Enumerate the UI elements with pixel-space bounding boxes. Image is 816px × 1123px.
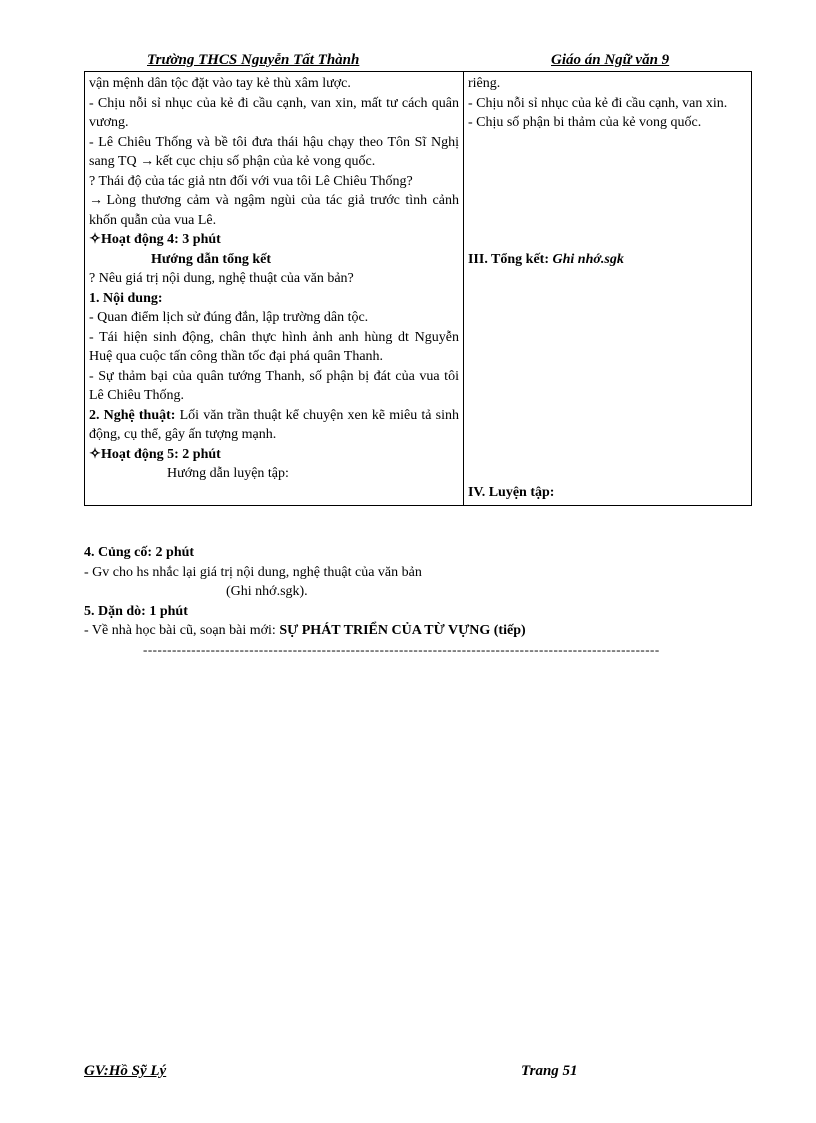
summary-heading bbox=[468, 250, 747, 270]
content-item-2: - Tái hiện sinh động, chân thực hình ảnh anh hùng dt Nguyễn Huệ qua cuộc tấn công thần tốc đại phá quân Thanh. bbox=[89, 329, 459, 364]
teacher-activity-column bbox=[85, 72, 464, 506]
activity-4-title bbox=[89, 230, 459, 250]
art-paragraph bbox=[89, 406, 459, 445]
left-answer-attitude bbox=[89, 191, 459, 230]
summary-title: III. Tổng kết: bbox=[467, 251, 550, 267]
spacer bbox=[468, 269, 747, 483]
lesson-table bbox=[84, 71, 752, 506]
left-question-attitude: ? Thái độ của tác giả ntn đối với vua tôi Lê Chiêu Thống? bbox=[89, 173, 413, 189]
left-line-3-text: - Lê Chiêu Thống và bề tôi đưa thái hậu chạy theo Tôn Sĩ Nghị sang TQ bbox=[89, 134, 459, 169]
activity-5-label: Hoạt động 5: 2 phút bbox=[101, 446, 221, 462]
lesson-wrapup bbox=[84, 543, 764, 641]
content-title: 1. Nội dung: bbox=[89, 290, 163, 306]
left-line-3 bbox=[89, 133, 459, 172]
homework-prefix: - Về nhà học bài cũ, soạn bài mới: bbox=[84, 623, 280, 638]
diamond-star-icon: ✧ bbox=[89, 446, 101, 462]
divider: ----------------------------------------------------------------------------------------------------------- bbox=[143, 642, 660, 657]
lesson-subject: Giáo án Ngữ văn 9 bbox=[551, 52, 670, 68]
teacher-name: GV:Hồ Sỹ Lý bbox=[84, 1063, 167, 1079]
arrow-right-icon: → bbox=[89, 193, 103, 208]
arrow-right-icon: → bbox=[140, 154, 155, 169]
right-line-1: riêng. bbox=[467, 76, 501, 91]
homework-line bbox=[84, 621, 764, 641]
left-answer-text: Lòng thương cảm và ngậm ngùi của tác giả trước tình cảnh khốn quẫn của vua Lê. bbox=[89, 193, 459, 228]
homework-title: 5. Dặn dò: 1 phút bbox=[84, 603, 188, 619]
practice-heading: IV. Luyện tập: bbox=[467, 485, 555, 500]
content-column bbox=[463, 72, 751, 506]
right-line-3: - Chịu số phận bi thảm của kẻ vong quốc. bbox=[467, 115, 702, 130]
content-item-3: - Sự thảm bại của quân tướng Thanh, số phận bị đát của vua tôi Lê Chiêu Thống. bbox=[89, 368, 459, 403]
activity-5-title bbox=[89, 445, 459, 465]
consolidation-title: 4. Củng cố: 2 phút bbox=[84, 545, 195, 560]
left-line-3-result: kết cục chịu số phận của kẻ vong quốc. bbox=[155, 154, 376, 169]
consolidation-line-2: (Ghi nhớ.sgk). bbox=[226, 584, 308, 599]
content-item-1: - Quan điểm lịch sử đúng đắn, lập trường dân tộc. bbox=[89, 310, 369, 325]
left-line-1: vận mệnh dân tộc đặt vào tay kẻ thù xâm lược. bbox=[89, 76, 351, 91]
homework-next-lesson: SỰ PHÁT TRIỂN CỦA TỪ VỰNG (tiếp) bbox=[279, 623, 526, 638]
activity-4-subtitle: Hướng dẫn tổng kết bbox=[151, 251, 272, 267]
spacer bbox=[468, 133, 747, 250]
school-name: Trường THCS Nguyễn Tất Thành bbox=[147, 52, 360, 68]
summary-question: ? Nêu giá trị nội dung, nghệ thuật của văn bản? bbox=[89, 271, 354, 286]
page-number: Trang 51 bbox=[521, 1063, 578, 1079]
art-text: Lối văn trần thuật kể chuyện xen kẽ miêu tả sinh động, cụ thể, gây ấn tượng mạnh. bbox=[89, 407, 459, 442]
right-line-2: - Chịu nỗi sỉ nhục của kẻ đi cầu cạnh, van xin. bbox=[467, 95, 728, 111]
left-line-2: - Chịu nỗi sỉ nhục của kẻ đi cầu cạnh, van xin, mất tư cách quân vương. bbox=[89, 95, 459, 130]
consolidation-line-1: - Gv cho hs nhắc lại giá trị nội dung, nghệ thuật của văn bản bbox=[84, 564, 422, 580]
summary-ref: Ghi nhớ.sgk bbox=[549, 251, 624, 267]
diamond-star-icon: ✧ bbox=[89, 232, 101, 247]
activity-4-label: Hoạt động 4: 3 phút bbox=[101, 232, 221, 247]
art-title: 2. Nghệ thuật: bbox=[89, 407, 176, 423]
activity-5-subtitle: Hướng dẫn luyện tập: bbox=[167, 466, 289, 481]
